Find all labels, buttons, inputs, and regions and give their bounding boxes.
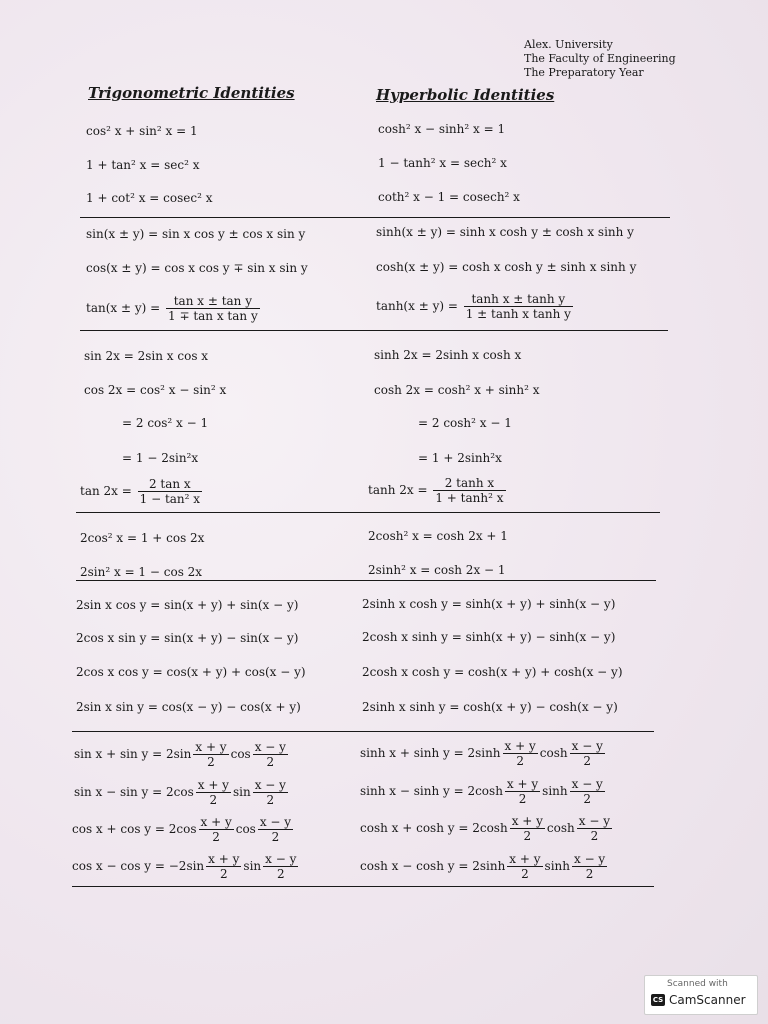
section-divider (76, 512, 660, 513)
denominator: 1 − tan² x (139, 492, 201, 506)
numerator: x + y (208, 852, 240, 866)
trig-sum-prod-4-func: sin (243, 859, 262, 873)
section-divider (80, 217, 670, 218)
numerator: tan x ± tan y (166, 294, 260, 309)
hyp-half-1: 2cosh² x = cosh 2x + 1 (368, 529, 508, 543)
hyp-pyth-2: 1 − tanh² x = sech² x (378, 156, 507, 170)
hyp-cosh-2x-alt1: = 2 cosh² x − 1 (418, 416, 512, 430)
header-faculty: The Faculty of Engineering (524, 52, 676, 65)
hyp-sinh-2x: sinh 2x = 2sinh x cosh x (374, 348, 522, 362)
trig-prod-2: 2cos x sin y = sin(x + y) − sin(x − y) (76, 631, 299, 645)
trig-sum-prod-2-lhs: sin x − sin y = 2cos (74, 785, 194, 799)
numerator: x + y (511, 814, 543, 828)
header-university: Alex. University (524, 38, 613, 51)
trig-prod-3: 2cos x cos y = cos(x + y) + cos(x − y) (76, 665, 306, 679)
hyp-prod-2: 2cosh x sinh y = sinh(x + y) − sinh(x − y) (362, 630, 616, 644)
numerator: x + y (197, 778, 229, 792)
trig-sum-prod-1-func: cos (230, 747, 251, 761)
numerator: x − y (571, 739, 603, 753)
hyp-pyth-1: cosh² x − sinh² x = 1 (378, 122, 506, 136)
trig-tan-2x (80, 477, 204, 506)
hyp-sum-prod-4-lhs: cosh x − cosh y = 2sinh (360, 859, 506, 873)
trig-tan-2x-lhs: tan 2x = (80, 484, 132, 498)
hyp-tanh-sum (376, 292, 575, 321)
denominator: 1 ± tanh x tanh y (465, 307, 571, 321)
numerator: x − y (254, 778, 286, 792)
hyp-sum-prod-1 (360, 739, 607, 768)
camscanner-watermark (644, 975, 758, 1015)
fraction (166, 294, 260, 323)
denominator: 1 ∓ tan x tan y (168, 309, 258, 323)
section-divider (80, 330, 668, 331)
numerator: x + y (506, 777, 539, 791)
hyp-sum-prod-3-lhs: cosh x + cosh y = 2cosh (360, 821, 508, 835)
hyp-sum-prod-1-func: cosh (539, 746, 568, 760)
trig-tan-sum (86, 294, 262, 323)
hyp-pyth-3: coth² x − 1 = cosech² x (378, 190, 520, 204)
denominator: 2 (266, 793, 275, 807)
trig-sum-prod-3-func: cos (235, 822, 256, 836)
numerator: x + y (195, 740, 227, 754)
numerator: x − y (259, 815, 292, 829)
fraction (464, 292, 573, 321)
trig-sum-prod-4-lhs: cos x − cos y = −2sin (72, 859, 205, 873)
trig-sum-prod-1 (74, 740, 290, 769)
denominator: 1 + tanh² x (435, 491, 504, 505)
trig-sin-sum: sin(x ± y) = sin x cos y ± cos x sin y (86, 227, 306, 241)
denominator: 2 (271, 830, 280, 844)
numerator: x − y (254, 740, 286, 754)
numerator: x + y (504, 739, 536, 753)
fraction (507, 852, 542, 881)
denominator: 2 (523, 829, 532, 843)
hyp-title: Hyperbolic Identities (376, 86, 555, 104)
hyp-cosh-sum: cosh(x ± y) = cosh x cosh y ± sinh x sinh y (376, 260, 637, 274)
fraction (138, 477, 202, 506)
fraction (206, 852, 241, 881)
trig-pyth-1: cos² x + sin² x = 1 (86, 124, 198, 138)
fraction (570, 739, 605, 768)
trig-sum-prod-1-lhs: sin x + sin y = 2sin (74, 747, 192, 761)
trig-tan-sum-lhs: tan(x ± y) = (86, 301, 161, 315)
header-year: The Preparatory Year (524, 66, 644, 79)
trig-half-2: 2sin² x = 1 − cos 2x (80, 565, 203, 579)
trig-sum-prod-2-func: sin (232, 785, 251, 799)
trig-title: Trigonometric Identities (88, 84, 295, 102)
denominator: 2 (516, 754, 524, 768)
hyp-tanh-2x-lhs: tanh 2x = (368, 483, 428, 497)
hyp-sum-prod-3 (360, 814, 614, 843)
hyp-tanh-sum-lhs: tanh(x ± y) = (376, 299, 458, 313)
fraction (199, 815, 234, 844)
hyp-prod-3: 2cosh x cosh y = cosh(x + y) + cosh(x − y) (362, 665, 623, 679)
hyp-prod-4: 2sinh x sinh y = cosh(x + y) − cosh(x − y) (362, 700, 618, 714)
denominator: 2 (585, 867, 594, 881)
camscanner-app-name: CamScanner (669, 993, 746, 1007)
denominator: 2 (209, 793, 218, 807)
fraction (193, 740, 228, 769)
trig-cos-2x-alt2: = 1 − 2sin²x (122, 451, 199, 465)
hyp-cosh-2x-alt2: = 1 + 2sinh²x (418, 451, 502, 465)
hyp-cosh-2x: cosh 2x = cosh² x + sinh² x (374, 383, 540, 397)
fraction (258, 815, 293, 844)
denominator: 2 (207, 755, 215, 769)
hyp-sum-prod-2 (360, 777, 607, 806)
numerator: x + y (200, 815, 232, 829)
section-divider (72, 731, 654, 732)
fraction (510, 814, 545, 843)
hyp-sum-prod-2-lhs: sinh x − sinh y = 2cosh (360, 784, 503, 798)
denominator: 2 (518, 792, 527, 806)
hyp-sum-prod-1-lhs: sinh x + sinh y = 2sinh (360, 746, 501, 760)
trig-pyth-3: 1 + cot² x = cosec² x (86, 191, 213, 205)
hyp-sum-prod-2-func: sinh (542, 784, 568, 798)
fraction (196, 778, 231, 807)
denominator: 2 (276, 867, 285, 881)
fraction (263, 852, 298, 881)
university-header (524, 38, 676, 80)
trig-sum-prod-4 (72, 852, 300, 881)
camscanner-logo-icon: CS (652, 996, 664, 1004)
fraction (505, 777, 540, 806)
fraction (577, 814, 612, 843)
trig-cos-2x: cos 2x = cos² x − sin² x (84, 383, 227, 397)
denominator: 2 (219, 867, 228, 881)
hyp-sum-prod-4 (360, 852, 609, 881)
trig-pyth-2: 1 + tan² x = sec² x (86, 158, 200, 172)
numerator: tanh x ± tanh y (464, 292, 573, 307)
trig-sum-prod-3-lhs: cos x + cos y = 2cos (72, 822, 197, 836)
fraction (253, 778, 288, 807)
numerator: 2 tanh x (433, 476, 505, 491)
denominator: 2 (521, 867, 529, 881)
hyp-tanh-2x (368, 476, 508, 505)
section-divider (72, 886, 654, 887)
denominator: 2 (583, 754, 592, 768)
hyp-sinh-sum: sinh(x ± y) = sinh x cosh y ± cosh x sinh y (376, 225, 634, 239)
trig-sum-prod-2 (74, 778, 290, 807)
denominator: 2 (583, 792, 592, 806)
hyp-sum-prod-3-func: cosh (546, 821, 575, 835)
hyp-sum-prod-4-func: sinh (544, 859, 570, 873)
hyp-prod-1: 2sinh x cosh y = sinh(x + y) + sinh(x − y) (362, 597, 616, 611)
trig-half-1: 2cos² x = 1 + cos 2x (80, 531, 205, 545)
numerator: x − y (265, 852, 297, 866)
scanned-with-label: Scanned with (667, 979, 728, 989)
trig-cos-sum: cos(x ± y) = cos x cos y ∓ sin x sin y (86, 261, 308, 275)
trig-prod-4: 2sin x sin y = cos(x − y) − cos(x + y) (76, 700, 301, 714)
denominator: 2 (266, 755, 275, 769)
fraction (503, 739, 538, 768)
numerator: x − y (578, 814, 610, 828)
numerator: 2 tan x (138, 477, 202, 492)
trig-sin-2x: sin 2x = 2sin x cos x (84, 349, 209, 363)
fraction (570, 777, 605, 806)
trig-sum-prod-3 (72, 815, 295, 844)
fraction (572, 852, 607, 881)
numerator: x − y (571, 777, 603, 791)
numerator: x + y (509, 852, 541, 866)
numerator: x − y (573, 852, 606, 866)
section-divider (76, 580, 656, 581)
hyp-half-2: 2sinh² x = cosh 2x − 1 (368, 563, 506, 577)
trig-prod-1: 2sin x cos y = sin(x + y) + sin(x − y) (76, 598, 299, 612)
trig-cos-2x-alt1: = 2 cos² x − 1 (122, 416, 209, 430)
denominator: 2 (212, 830, 220, 844)
denominator: 2 (590, 829, 599, 843)
fraction (253, 740, 288, 769)
fraction (433, 476, 505, 505)
